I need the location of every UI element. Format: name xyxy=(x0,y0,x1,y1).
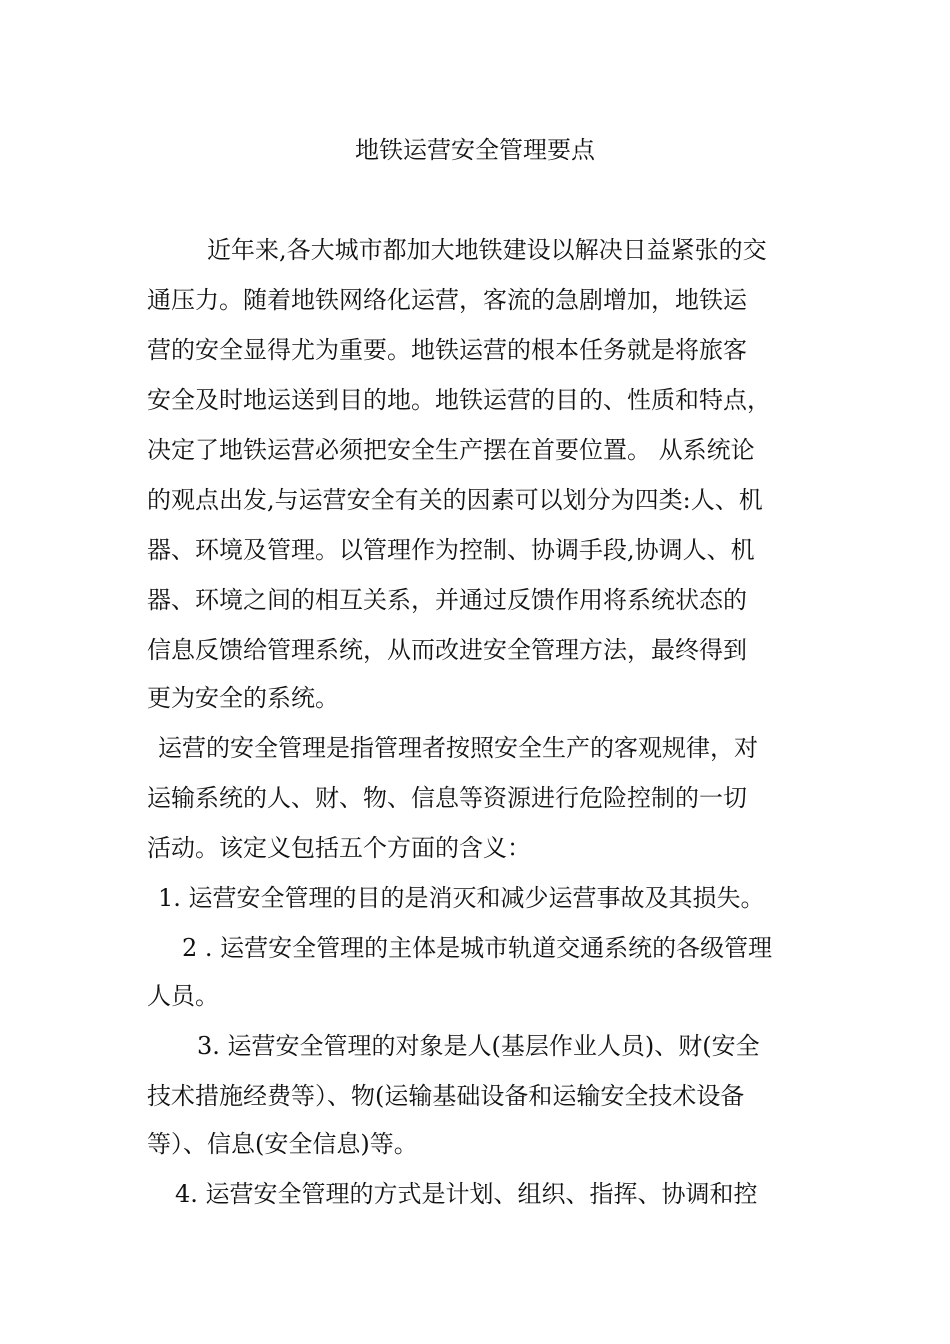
list-item: 2 . 运营安全管理的主体是城市轨道交通系统的各级管理 xyxy=(182,934,773,962)
paragraph-line: 安全及时地运送到目的地。地铁运营的目的、性质和特点， xyxy=(147,386,771,414)
list-item: 3. 运营安全管理的对象是人(基层作业人员)、财(安全 xyxy=(197,1032,760,1060)
paragraph-line: 信息反馈给管理系统，从而改进安全管理方法，最终得到 xyxy=(147,636,747,664)
list-item-continuation: 人员。 xyxy=(147,982,219,1010)
list-item: 1. 运营安全管理的目的是消灭和减少运营事故及其损失。 xyxy=(158,884,765,912)
paragraph-line: 更为安全的系统。 xyxy=(147,684,339,712)
list-item-continuation: 技术措施经费等）、物(运输基础设备和运输安全技术设备 xyxy=(147,1082,745,1110)
paragraph-line: 决定了地铁运营必须把安全生产摆在首要位置。 从系统论 xyxy=(147,436,755,464)
paragraph-line: 近年来,各大城市都加大地铁建设以解决日益紧张的交 xyxy=(207,236,767,264)
paragraph-line: 运输系统的人、财、物、信息等资源进行危险控制的一切 xyxy=(147,784,747,812)
paragraph-line: 通压力。随着地铁网络化运营，客流的急剧增加，地铁运 xyxy=(147,286,747,314)
paragraph-line: 器、环境之间的相互关系，并通过反馈作用将系统状态的 xyxy=(147,586,747,614)
paragraph-line: 器、环境及管理。以管理作为控制、协调手段,协调人、机 xyxy=(147,536,755,564)
paragraph-line: 营的安全显得尤为重要。地铁运营的根本任务就是将旅客 xyxy=(147,336,747,364)
list-item: 4. 运营安全管理的方式是计划、组织、指挥、协调和控 xyxy=(175,1180,758,1208)
paragraph-line: 运营的安全管理是指管理者按照安全生产的客观规律，对 xyxy=(158,734,758,762)
paragraph-line: 活动。该定义包括五个方面的含义： xyxy=(147,834,531,862)
list-item-continuation: 等）、信息(安全信息)等。 xyxy=(147,1130,418,1158)
document-title: 地铁运营安全管理要点 xyxy=(355,136,595,164)
paragraph-line: 的观点出发,与运营安全有关的因素可以划分为四类:人、机 xyxy=(147,486,763,514)
